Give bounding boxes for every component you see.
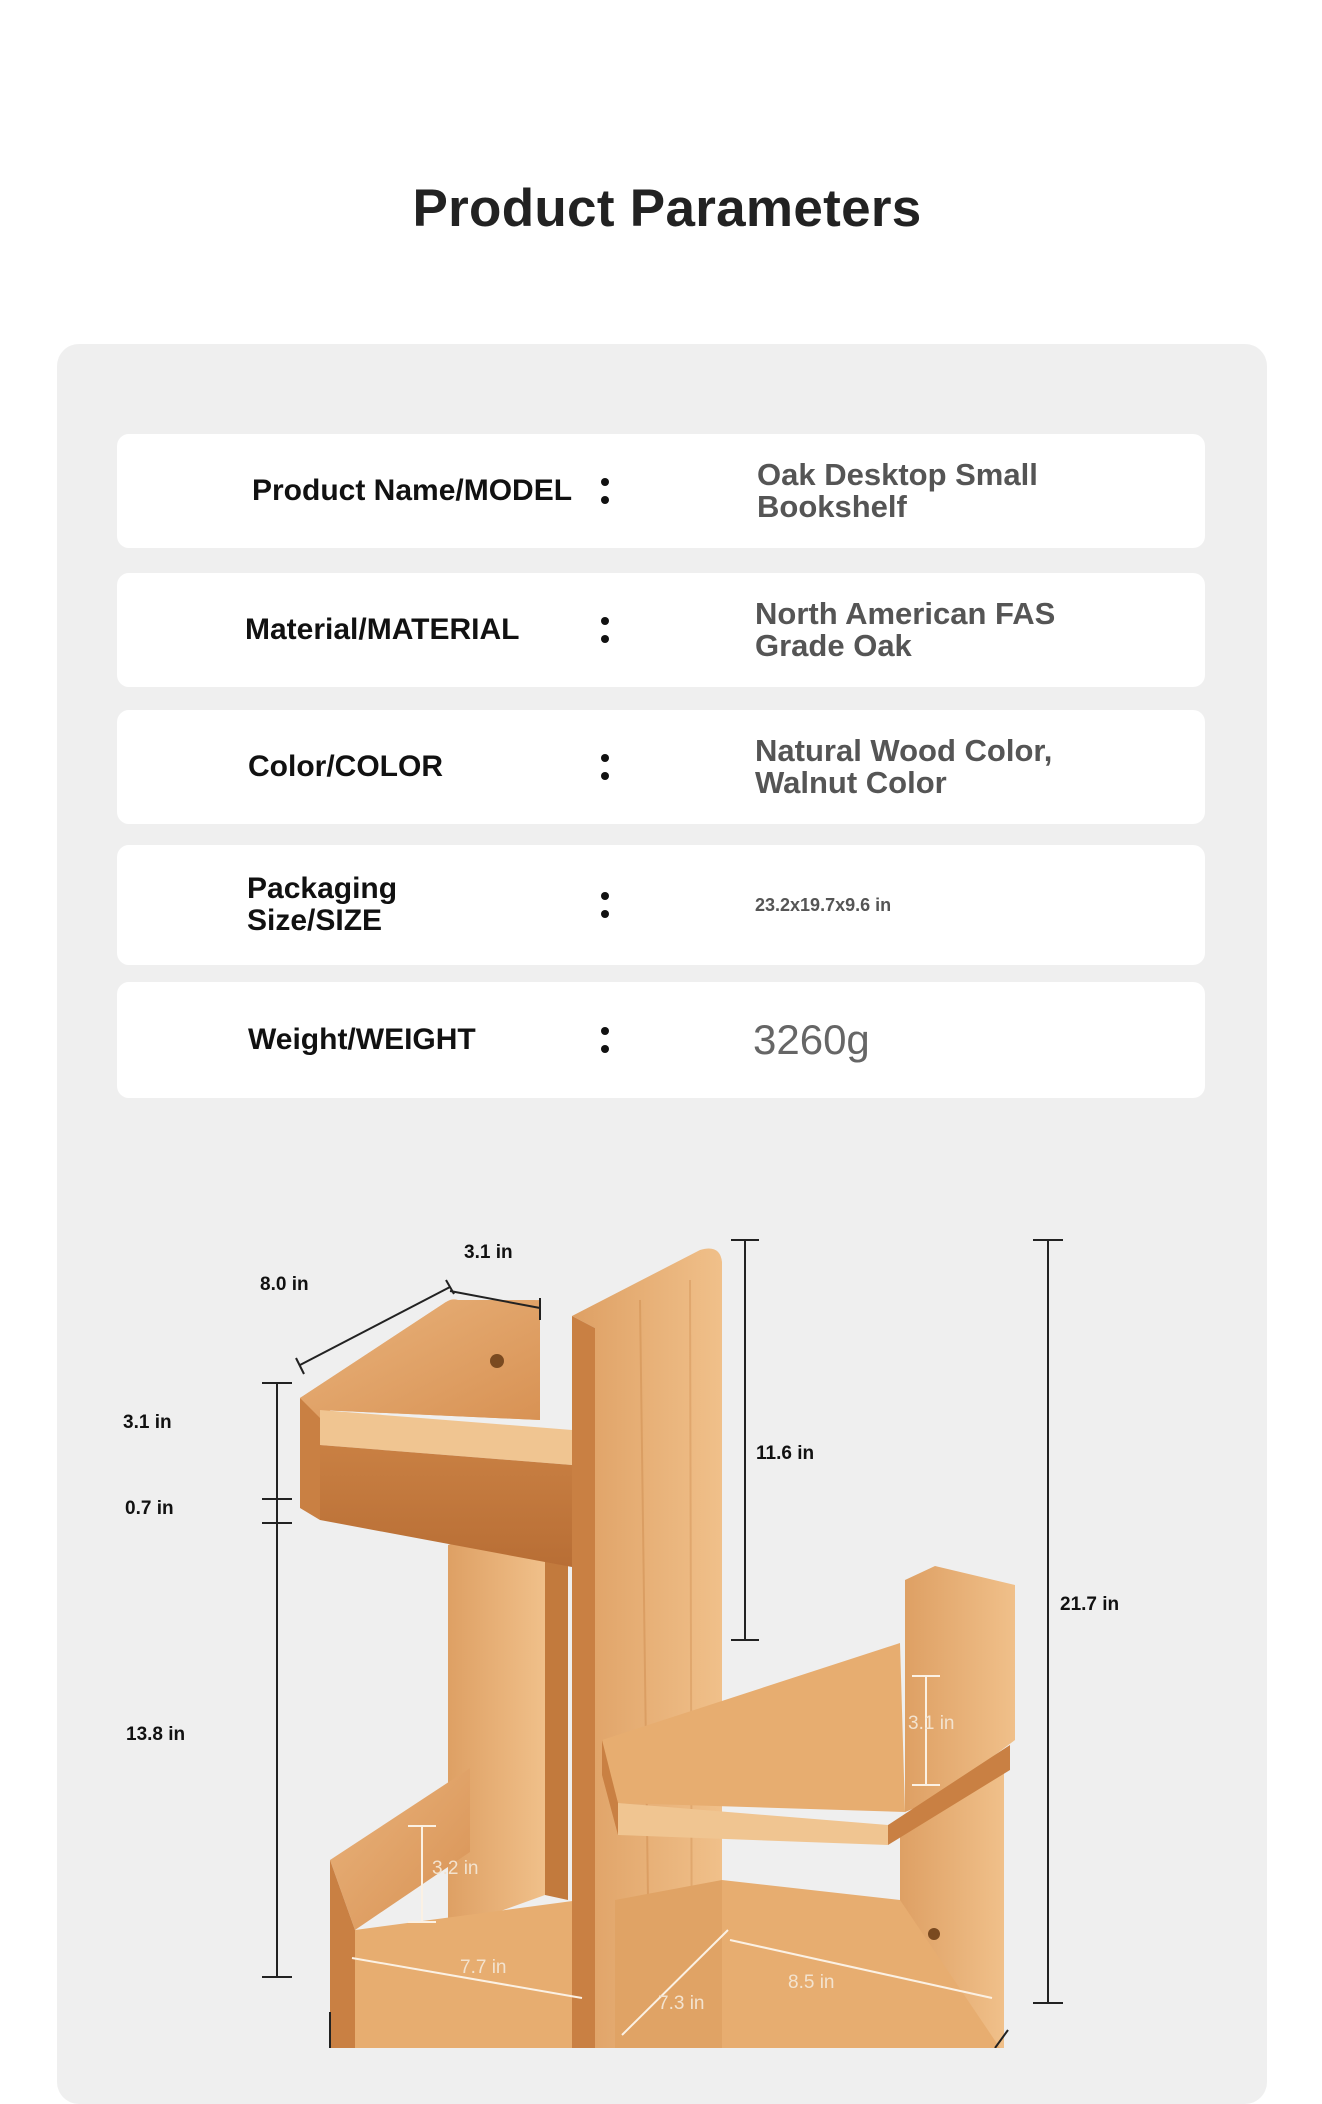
param-label: Product Name/MODEL — [252, 474, 573, 507]
param-label: Weight/WEIGHT — [248, 1023, 476, 1056]
page-title: Product Parameters — [412, 179, 922, 238]
param-label: Color/COLOR — [248, 750, 443, 783]
dim-bottom-right-width: 8.5 in — [788, 1972, 835, 1993]
dim-left-top-height: 3.1 in — [123, 1412, 172, 1433]
dim-bottom-center-width: 7.3 in — [658, 1993, 705, 2014]
param-value: Natural Wood Color, Walnut Color — [755, 733, 1053, 800]
dim-total-height: 21.7 in — [1060, 1594, 1120, 1615]
dim-center-panel-height: 11.6 in — [756, 1443, 815, 1464]
dim-left-lower-height: 13.8 in — [126, 1724, 186, 1745]
param-value: Oak Desktop Small Bookshelf — [757, 457, 1038, 524]
param-value: 23.2x19.7x9.6 in — [755, 895, 892, 915]
dim-right-side-height: 3.1 in — [908, 1713, 955, 1734]
param-label: Material/MATERIAL — [245, 613, 520, 646]
top-left-tray — [300, 1299, 572, 1567]
dim-top-width: 3.1 in — [464, 1242, 513, 1263]
param-value: North American FAS Grade Oak — [755, 596, 1056, 663]
dim-left-shelf-thickness: 0.7 in — [125, 1498, 174, 1519]
dim-bottom-left-width: 7.7 in — [460, 1957, 507, 1978]
param-value: 3260g — [753, 1016, 870, 1063]
dim-top-depth: 8.0 in — [260, 1274, 309, 1295]
dim-bottom-left-height: 3.2 in — [432, 1858, 479, 1879]
param-label: Packaging Size/SIZE — [247, 872, 398, 937]
